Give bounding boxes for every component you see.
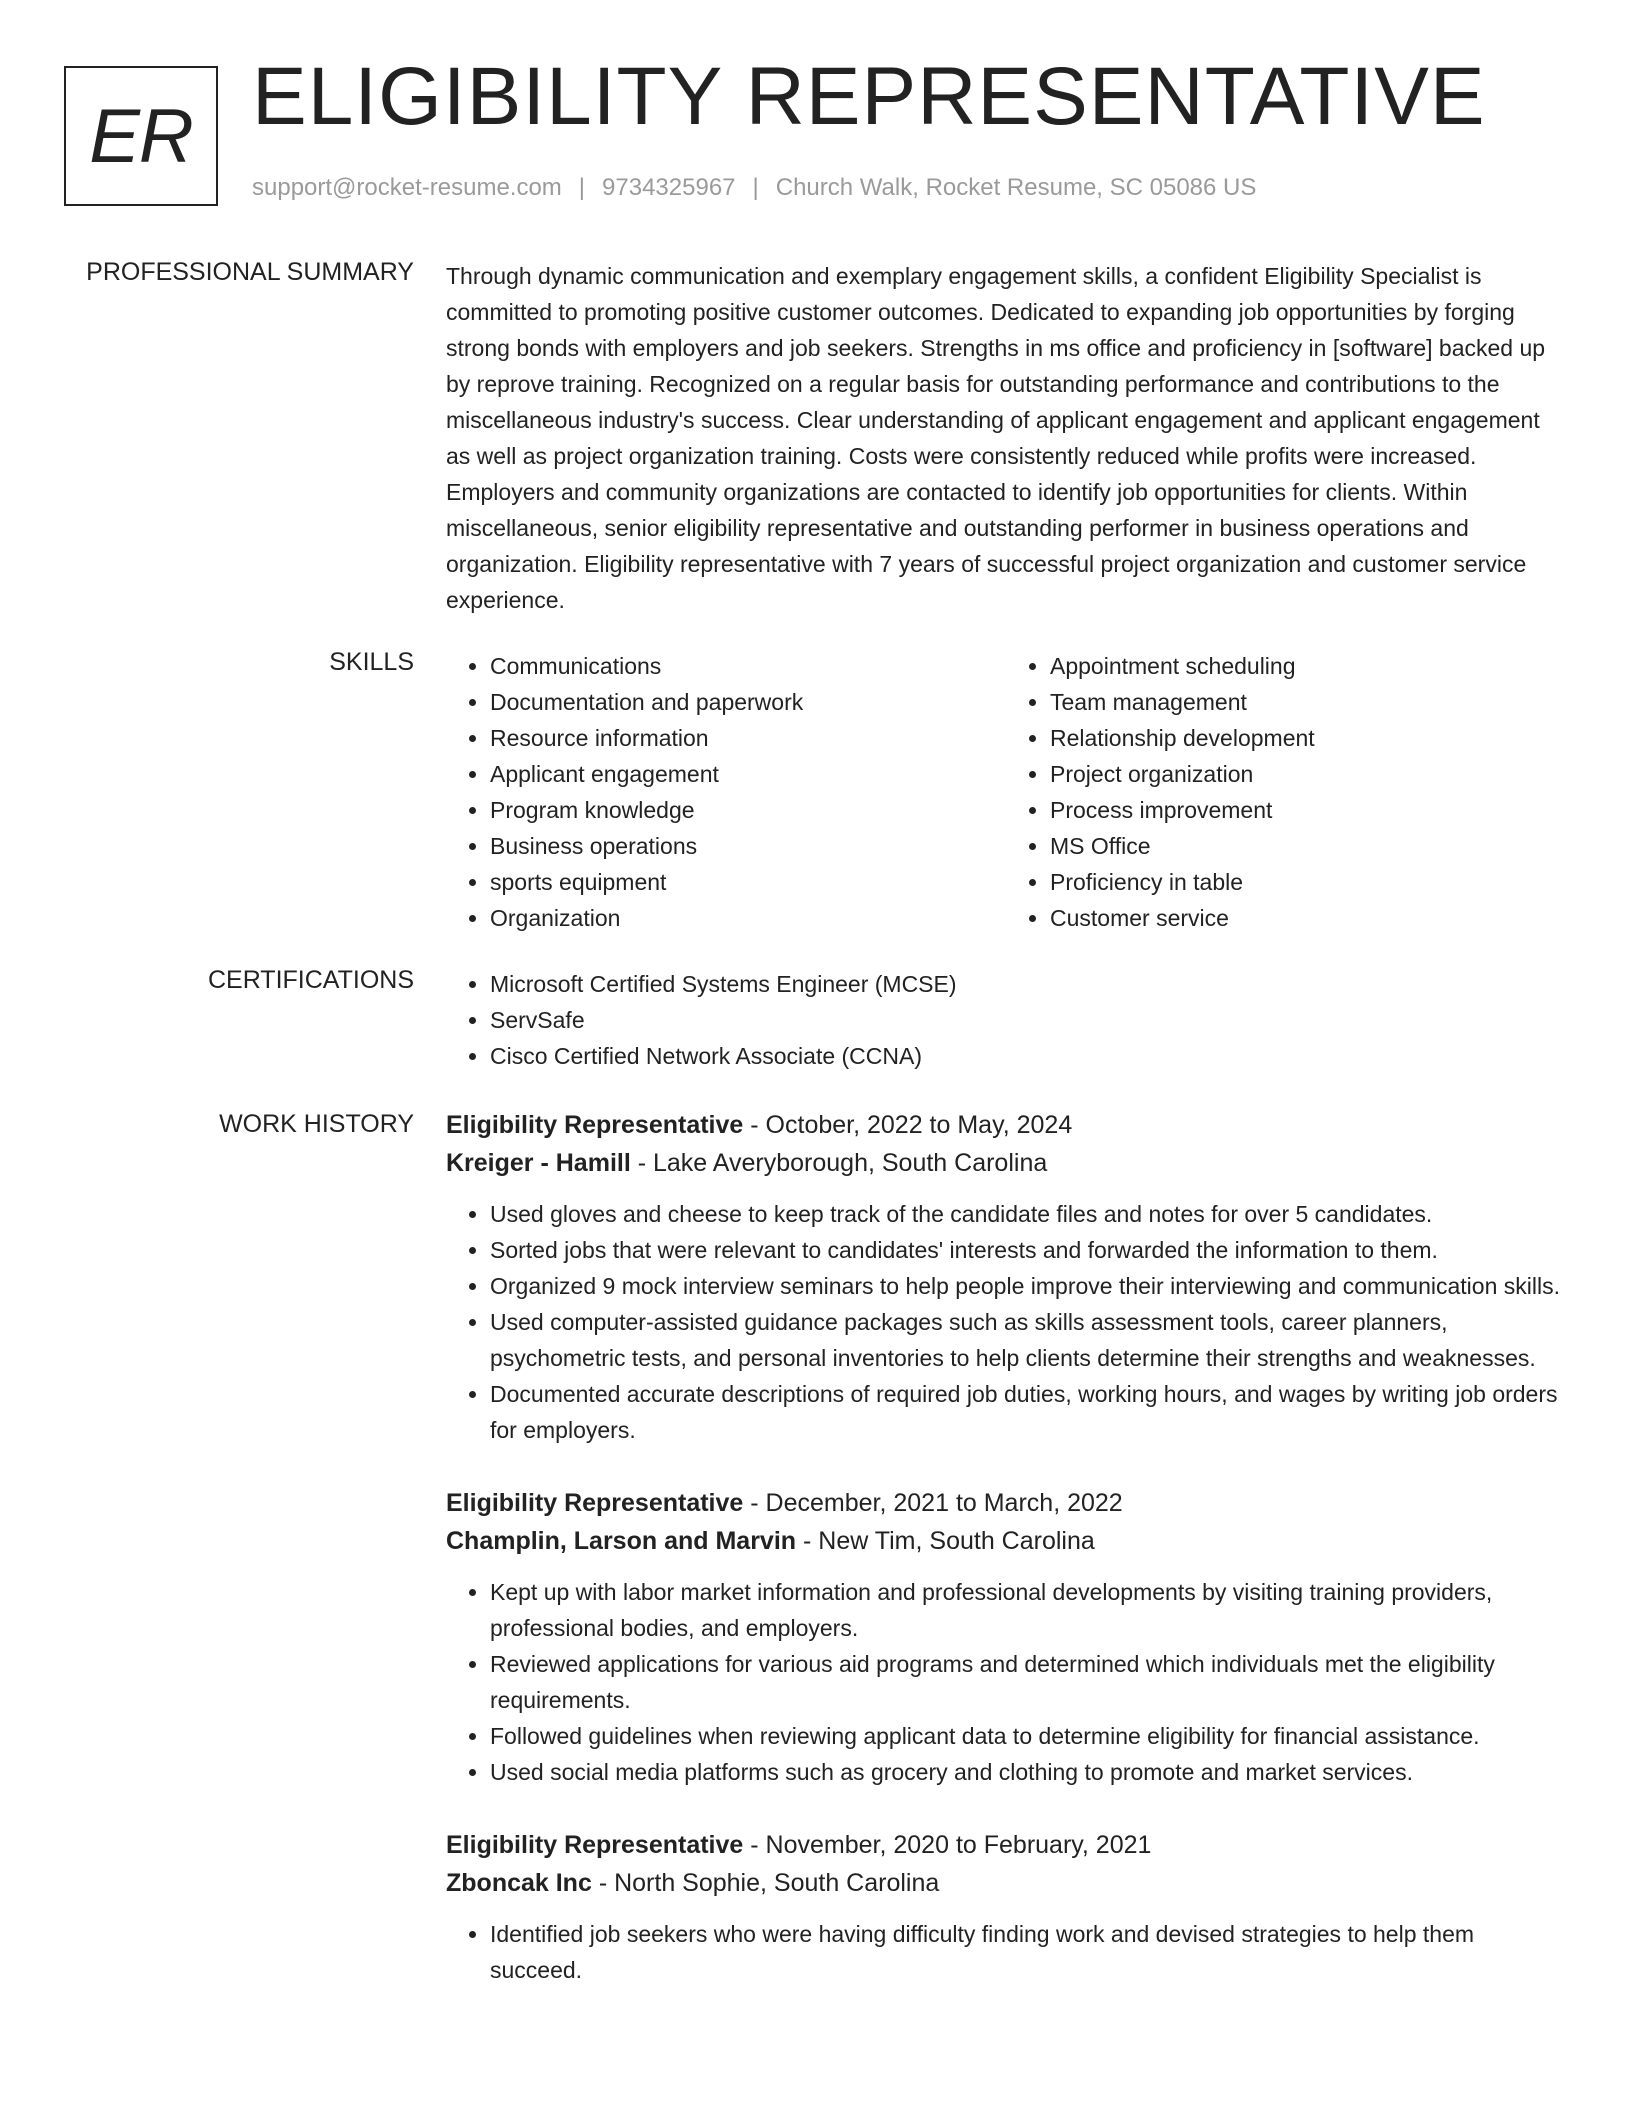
certifications-list (446, 966, 1566, 1074)
job-dash: - (796, 1527, 819, 1555)
job-entry (446, 1484, 1566, 1790)
contact-address: Church Walk, Rocket Resume, SC 05086 US (775, 174, 1257, 201)
job-company: Zboncak Inc (446, 1869, 592, 1897)
skill-item: • Communications (490, 648, 1006, 684)
skill-item: • Program knowledge (490, 792, 1006, 828)
job-bullet: • Organized 9 mock interview seminars to help people improve their interviewing and communication skills. (490, 1268, 1566, 1304)
certification-item: • Microsoft Certified Systems Engineer (MCSE) (490, 966, 1566, 1002)
skill-item: • Documentation and paperwork (490, 684, 1006, 720)
job-entry (446, 1106, 1566, 1448)
job-dash: - (743, 1831, 766, 1859)
contact-separator: | (752, 174, 759, 201)
certification-item: • ServSafe (490, 1002, 1566, 1038)
skill-item: • Customer service (1050, 900, 1566, 936)
job-company-line (446, 1864, 1566, 1902)
job-bullet: • Sorted jobs that were relevant to candidates' interests and forwarded the information to them. (490, 1232, 1566, 1268)
summary-text: Through dynamic communication and exemplary engagement skills, a confident Eligibility Specialist is committed to promoting positive customer outcomes. Dedicated to expanding job opportunities by forging strong bonds with employers and job seekers. Strengths in ms office and proficiency in [software] backed up by reprove training. Recognized on a regular basis for outstanding performance and contributions to the miscellaneous industry's success. Clear understanding of applicant engagement and applicant engagement as well as project organization training. Costs were consistently reduced while profits were increased. Employers and community organizations are contacted to identify job opportunities for clients. Within miscellaneous, senior eligibility representative and outstanding performer in business operations and organization. Eligibility representative with 7 years of successful project organization and customer service experience. (446, 263, 1546, 613)
skill-item: • Proficiency in table (1050, 864, 1566, 900)
certification-item: • Cisco Certified Network Associate (CCNA) (490, 1038, 1566, 1074)
skill-item: • MS Office (1050, 828, 1566, 864)
job-title: Eligibility Representative (446, 1111, 744, 1139)
skills-list-right (1006, 648, 1566, 936)
job-title: Eligibility Representative (446, 1489, 744, 1517)
job-title: Eligibility Representative (446, 1831, 744, 1859)
job-title-line (446, 1484, 1566, 1522)
skill-item: • Applicant engagement (490, 756, 1006, 792)
job-dash: - (743, 1111, 766, 1139)
job-bullets (446, 1916, 1566, 1988)
job-bullet: • Used gloves and cheese to keep track of the candidate files and notes for over 5 candidates. (490, 1196, 1566, 1232)
skill-item: • Team management (1050, 684, 1566, 720)
contact-separator: | (578, 174, 586, 201)
job-bullet: • Used computer-assisted guidance packages such as skills assessment tools, career planners, psychometric tests, and personal inventories to help clients determine their strengths and weaknesses. (490, 1304, 1566, 1376)
job-company-line (446, 1144, 1566, 1182)
job-dash: - (591, 1869, 615, 1897)
contact-phone[interactable]: 9734325967 (602, 174, 736, 201)
skill-item: • Business operations (490, 828, 1006, 864)
resume-name-heading: ELIGIBILITY REPRESENTATIVE (252, 51, 1486, 142)
skill-item: • sports equipment (490, 864, 1006, 900)
contact-line (252, 174, 1256, 202)
job-bullets (446, 1196, 1566, 1448)
certifications-label: CERTIFICATIONS (207, 966, 414, 994)
job-location: New Tim, South Carolina (818, 1527, 1095, 1555)
summary-label: PROFESSIONAL SUMMARY (86, 258, 414, 286)
work-history-label: WORK HISTORY (219, 1110, 414, 1138)
job-bullet: • Reviewed applications for various aid programs and determined which individuals met the eligibility requirements. (490, 1646, 1566, 1718)
skill-item: • Resource information (490, 720, 1006, 756)
job-company-line (446, 1522, 1566, 1560)
job-dates: October, 2022 to May, 2024 (765, 1111, 1073, 1139)
job-dash: - (630, 1149, 653, 1177)
job-bullet: • Used social media platforms such as grocery and clothing to promote and market services. (490, 1754, 1566, 1790)
job-dash: - (743, 1489, 766, 1517)
contact-email[interactable]: support@rocket-resume.com (252, 174, 562, 201)
job-bullet: • Followed guidelines when reviewing applicant data to determine eligibility for financial assistance. (490, 1718, 1566, 1754)
job-bullet: • Documented accurate descriptions of required job duties, working hours, and wages by writing job orders for employers. (490, 1376, 1566, 1448)
job-company: Kreiger - Hamill (446, 1149, 631, 1177)
job-bullet: • Kept up with labor market information and professional developments by visiting training providers, professional bodies, and employers. (490, 1574, 1566, 1646)
job-title-line (446, 1106, 1566, 1144)
summary-body (446, 258, 1566, 618)
monogram-logo: ER (64, 66, 218, 206)
skills-label: SKILLS (329, 648, 414, 676)
job-entry (446, 1826, 1566, 1988)
certifications-body (446, 966, 1566, 1074)
job-location: North Sophie, South Carolina (614, 1869, 940, 1897)
job-company: Champlin, Larson and Marvin (446, 1527, 797, 1555)
skill-item: • Relationship development (1050, 720, 1566, 756)
job-bullet: • Identified job seekers who were having difficulty finding work and devised strategies to help them succeed. (490, 1916, 1566, 1988)
skills-body (446, 648, 1566, 936)
job-title-line (446, 1826, 1566, 1864)
skill-item: • Process improvement (1050, 792, 1566, 828)
skills-list-left (446, 648, 1006, 936)
job-bullets (446, 1574, 1566, 1790)
job-dates: December, 2021 to March, 2022 (765, 1489, 1123, 1517)
skill-item: • Project organization (1050, 756, 1566, 792)
work-history-body (446, 1106, 1566, 2024)
skill-item: • Organization (490, 900, 1006, 936)
job-dates: November, 2020 to February, 2021 (765, 1831, 1152, 1859)
skill-item: • Appointment scheduling (1050, 648, 1566, 684)
job-location: Lake Averyborough, South Carolina (653, 1149, 1048, 1177)
